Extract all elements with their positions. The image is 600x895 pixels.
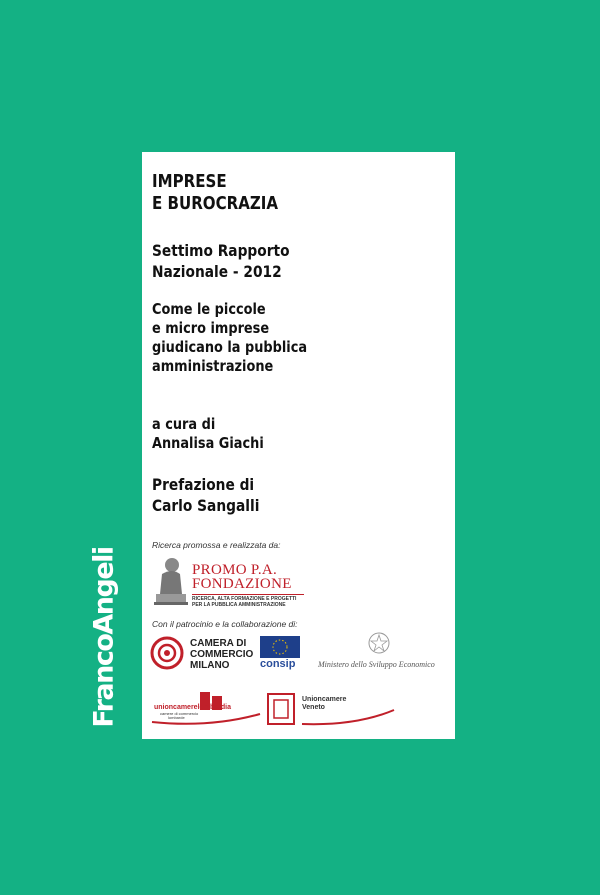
- uc-lombardia-brand: unioncamerelombardia: [154, 704, 232, 711]
- camera-line-3: MILANO: [190, 660, 230, 671]
- promo-name-2: FONDAZIONE: [192, 576, 292, 592]
- title: [152, 171, 299, 215]
- topic-line-1: Come le piccole: [152, 300, 266, 318]
- consip-logo: [260, 636, 300, 670]
- uc-veneto-line-2: Veneto: [302, 704, 325, 711]
- promo-name: PROMO P.A.: [192, 562, 278, 578]
- promoted-by-label: Ricerca promossa e realizzata da:: [152, 540, 281, 550]
- preface-author: Carlo Sangalli: [152, 496, 260, 515]
- subtitle: [152, 240, 312, 282]
- camera-line-1: CAMERA DI: [190, 638, 247, 649]
- emblem-icon: [366, 630, 392, 658]
- editor: [152, 415, 282, 453]
- preface: [152, 474, 277, 516]
- camera-line-2: COMMERCIO: [190, 649, 254, 660]
- editor-label: a cura di: [152, 415, 216, 433]
- topic-line-4: amministrazione: [152, 357, 274, 375]
- camera-commercio-logo: [150, 636, 254, 675]
- cover-panel: [142, 152, 455, 739]
- promo-tagline-1: RICERCA, ALTA FORMAZIONE E PROGETTI: [192, 596, 297, 602]
- ministero-name: Ministero dello Sviluppo Economico: [318, 660, 435, 669]
- topic: [152, 300, 332, 376]
- topic-line-3: giudicano la pubblica: [152, 338, 308, 356]
- unioncamere-lombardia-logo: [150, 692, 262, 728]
- publisher-spine: [84, 548, 124, 726]
- unioncamere-veneto-logo: [266, 692, 396, 728]
- preface-label: Prefazione di: [152, 475, 255, 494]
- uc-lombardia-sub-1: camere di commercio: [160, 711, 199, 716]
- patronage-label: Con il patrocinio e la collaborazione di:: [152, 619, 298, 629]
- subtitle-line-1: Settimo Rapporto: [152, 241, 290, 260]
- consip-icon: [260, 636, 300, 658]
- uc-lombardia-sub-2: lombarde: [168, 715, 185, 720]
- subtitle-line-2: Nazionale - 2012: [152, 262, 282, 281]
- statue-icon: [152, 556, 188, 606]
- uc-veneto-line-1: Unioncamere: [302, 696, 347, 703]
- editor-name: Annalisa Giachi: [152, 434, 264, 452]
- camera-commercio-icon: [150, 636, 184, 670]
- publisher-name: FrancoAngeli: [88, 546, 120, 728]
- promo-pa-logo: [152, 556, 297, 611]
- topic-line-2: e micro imprese: [152, 319, 270, 337]
- title-line-1: IMPRESE: [152, 172, 227, 192]
- promo-tagline-2: PER LA PUBBLICA AMMINISTRAZIONE: [192, 602, 286, 608]
- title-line-2: E BUROCRAZIA: [152, 194, 279, 214]
- consip-name: consip: [260, 658, 296, 670]
